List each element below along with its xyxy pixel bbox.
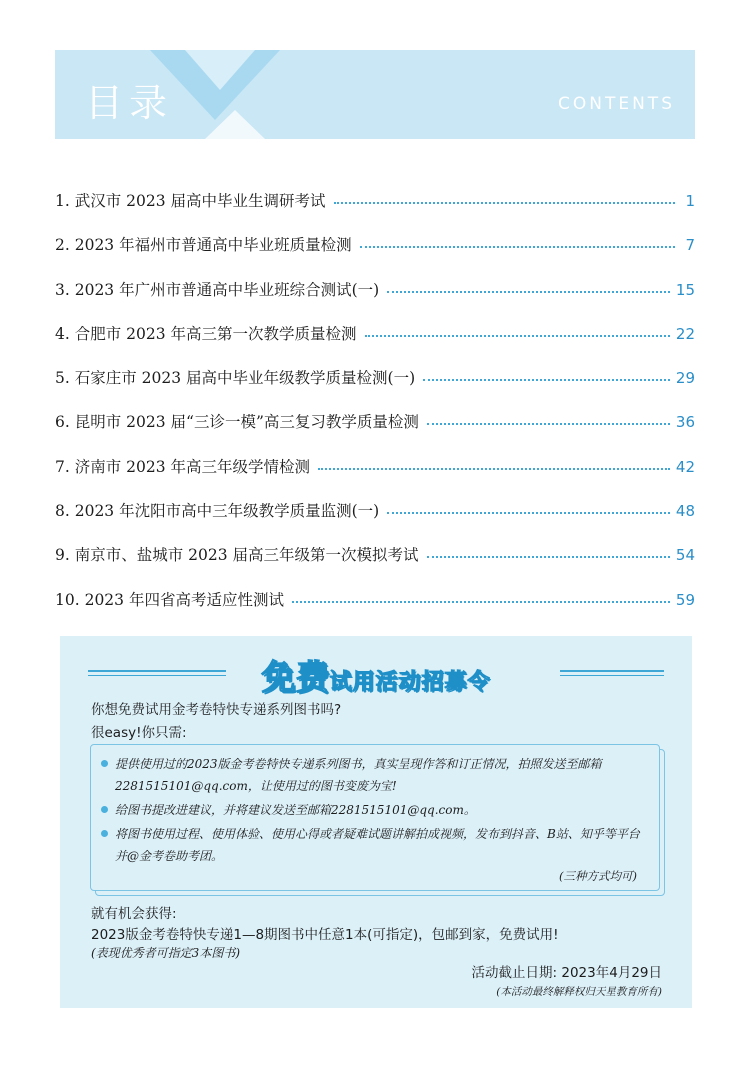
toc-entry-page: 36: [675, 413, 695, 432]
promo-heading: [88, 650, 664, 698]
toc-entry[interactable]: [55, 545, 695, 589]
toc-entry-page: 22: [675, 324, 695, 343]
toc-entry-title: 6. 昆明市 2023 届“三诊一模”高三复习教学质量检测: [55, 413, 419, 432]
toc-entry-title: 4. 合肥市 2023 年高三第一次教学质量检测: [55, 324, 357, 343]
toc-entry[interactable]: [55, 191, 695, 235]
toc-entry-title: 3. 2023 年广州市普通高中毕业班综合测试(一): [55, 280, 380, 299]
toc-entry-page: 42: [675, 457, 695, 476]
toc-entry-page: 7: [685, 236, 695, 255]
promo-title: [88, 650, 664, 699]
toc-entry[interactable]: [55, 368, 695, 412]
table-of-contents: [55, 191, 695, 634]
requirements-card: [90, 744, 660, 891]
toc-entry-page: 15: [675, 280, 695, 299]
list-item: [101, 753, 647, 797]
contents-header: [55, 50, 695, 139]
dot-leader: [365, 324, 670, 337]
toc-entry-title: 5. 石家庄市 2023 届高中毕业年级教学质量检测(一): [55, 369, 416, 388]
dot-leader: [360, 235, 675, 248]
dot-leader: [318, 457, 670, 470]
requirement-text: 将图书使用过程、使用体验、使用心得或者疑难试题讲解拍成视频，发布到抖音、B站、知乎等平台并@金考卷助考团。: [115, 827, 640, 863]
toc-entry[interactable]: [55, 501, 695, 545]
dot-leader: [427, 412, 670, 425]
toc-entry-title: 10. 2023 年四省高考适应性测试: [55, 590, 284, 609]
toc-entry-page: 54: [675, 546, 695, 565]
rights-note: (本活动最终解释权归天星教育所有): [496, 986, 662, 998]
reward-text: 2023版金考卷特快专递1—8期图书中任意1本(可指定)，包邮到家，免费试用!: [91, 927, 559, 943]
bullet-icon: [101, 830, 108, 837]
dot-leader: [423, 368, 670, 381]
requirement-text: 给图书提改进建议，并将建议发送至邮箱2281515101@qq.com。: [115, 803, 476, 817]
toc-entry[interactable]: [55, 590, 695, 634]
toc-entry-title: 1. 武汉市 2023 届高中毕业生调研考试: [55, 192, 326, 210]
dot-leader: [387, 280, 670, 293]
dot-leader: [387, 501, 670, 514]
toc-entry-page: 48: [675, 502, 695, 521]
toc-entry[interactable]: [55, 235, 695, 279]
deadline-text: 活动截止日期: 2023年4月29日: [471, 965, 662, 981]
toc-entry[interactable]: [55, 280, 695, 324]
toc-entry[interactable]: [55, 324, 695, 368]
list-item: [101, 799, 647, 821]
toc-entry-title: 2. 2023 年福州市普通高中毕业班质量检测: [55, 236, 352, 255]
chance-text: 就有机会获得:: [91, 906, 177, 922]
dot-leader: [427, 545, 670, 558]
promo-easy: 很easy!你只需:: [91, 725, 187, 741]
list-item: [101, 823, 647, 867]
excellent-note: (表现优秀者可指定3本图书): [91, 946, 240, 960]
toc-entry-title: 8. 2023 年沈阳市高中三年级教学质量监测(一): [55, 502, 380, 521]
page-title: 目录: [85, 81, 174, 125]
toc-entry-page: 59: [675, 590, 695, 609]
requirement-text: 提供使用过的2023版金考卷特快专递系列图书，真实呈现作答和订正情况，拍照发送至邮箱2281515101@qq.com，让使用过的图书变废为宝!: [115, 757, 602, 793]
promo-question: 你想免费试用金考卷特快专递系列图书吗?: [91, 702, 342, 718]
toc-entry[interactable]: [55, 412, 695, 456]
bullet-icon: [101, 806, 108, 813]
toc-entry-page: 29: [675, 369, 695, 388]
toc-entry-title: 9. 南京市、盐城市 2023 届高三年级第一次模拟考试: [55, 546, 419, 565]
promo-title-small: 试用活动招募令: [329, 670, 491, 695]
toc-entry[interactable]: [55, 457, 695, 501]
toc-entry-page: 1: [685, 192, 695, 210]
page-subtitle: CONTENTS: [558, 94, 675, 114]
promo-title-big: 免费: [261, 658, 330, 698]
free-trial-promo: [60, 636, 692, 1008]
toc-entry-title: 7. 济南市 2023 年高三年级学情检测: [55, 457, 311, 476]
dot-leader: [334, 191, 675, 204]
three-ways-note: (三种方式均可): [559, 869, 637, 883]
dot-leader: [292, 590, 670, 603]
bullet-icon: [101, 760, 108, 767]
